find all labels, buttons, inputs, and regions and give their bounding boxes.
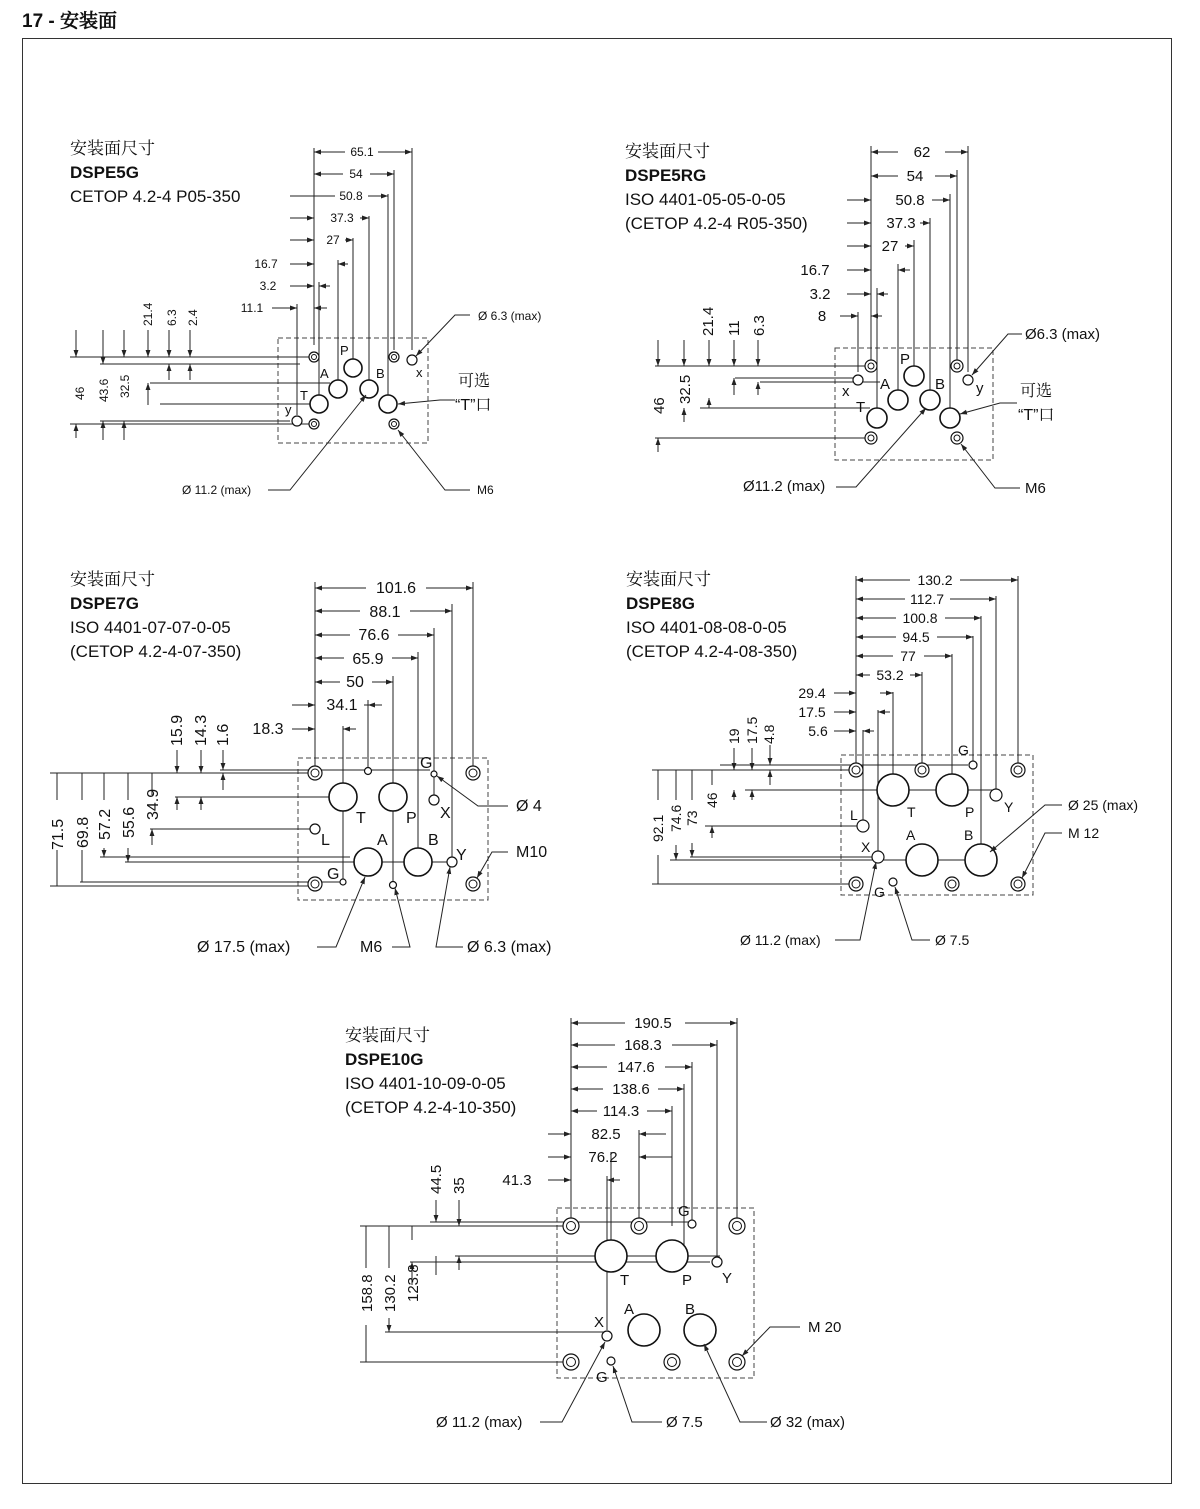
h-dim: 168.3 — [624, 1037, 662, 1054]
port-label-p: P — [900, 351, 911, 368]
standard-cetop: (CETOP 4.2-4-08-350) — [626, 642, 798, 661]
v-dim: 44.5 — [428, 1164, 445, 1194]
h-dim: 11.1 — [240, 301, 264, 315]
h-dim: 29.4 — [798, 685, 826, 701]
callout-pilot-diameter: Ø 11.2 (max) — [436, 1414, 523, 1431]
v-dim: 34.9 — [145, 788, 162, 820]
m10-hole — [308, 766, 322, 780]
v-dim: 92.1 — [650, 814, 666, 842]
h-dim: 37.3 — [330, 211, 354, 225]
m20-hole — [729, 1218, 745, 1234]
h-dim: 101.6 — [375, 580, 417, 597]
callout-g-diameter: Ø 7.5 — [935, 932, 970, 948]
port-label-y: y — [285, 402, 292, 417]
callout-m6: M6 — [360, 939, 383, 956]
port-label-t: T — [620, 1272, 630, 1289]
port-label-b: B — [376, 366, 385, 381]
h-dim: 37.3 — [886, 215, 916, 232]
port-g — [607, 1357, 615, 1365]
callout-pilot-diameter: Ø 11.2 (max) — [740, 932, 821, 948]
h-dim: 16.7 — [254, 257, 278, 271]
v-dim: 11 — [726, 320, 743, 336]
v-dim: 15.9 — [169, 714, 186, 746]
h-dim: 65.9 — [352, 651, 384, 668]
callout-main-diameter: Ø 25 (max) — [1068, 797, 1139, 813]
port-y — [292, 416, 302, 426]
port-t — [877, 774, 909, 806]
port-t-optional — [940, 408, 960, 428]
m12-hole — [915, 763, 929, 777]
standard: ISO 4401-10-09-0-05 — [345, 1074, 506, 1093]
dspe10g-drawing — [359, 1015, 845, 1431]
m6-hole — [309, 419, 319, 429]
m6-hole — [309, 352, 319, 362]
port-label-a: A — [377, 832, 388, 849]
port-b — [404, 848, 432, 876]
optional-t-port: “T”口 — [455, 397, 492, 414]
v-dim: 6.3 — [165, 309, 179, 326]
optional-t-port: “T”口 — [1018, 407, 1055, 424]
callout-pilot-diameter: Ø6.3 (max) — [1025, 326, 1101, 343]
port-y — [963, 375, 973, 385]
h-dim: 3.2 — [809, 286, 831, 303]
h-dim: 3.2 — [259, 279, 277, 293]
spec-label: 安装面尺寸 — [626, 570, 711, 589]
v-dim: 73 — [684, 810, 700, 826]
dspe5g-drawing — [70, 145, 541, 497]
h-dim: 54 — [906, 168, 924, 185]
port-label-b: B — [428, 832, 439, 849]
h-dim: 100.8 — [902, 610, 938, 626]
port-label-y: Y — [456, 847, 467, 864]
callout-main-diameter: Ø 17.5 (max) — [197, 939, 291, 956]
dspe7g-drawing — [50, 580, 551, 956]
port-a — [888, 390, 908, 410]
m6-hole — [365, 768, 372, 775]
v-dim: 158.8 — [359, 1274, 376, 1312]
m20-hole — [631, 1218, 647, 1234]
port-label-g: G — [596, 1369, 608, 1386]
port-label-x: X — [440, 805, 451, 822]
port-b — [684, 1314, 716, 1346]
model-name: DSPE10G — [345, 1050, 424, 1069]
h-dim: 77 — [900, 648, 916, 664]
h-dim: 16.7 — [800, 262, 830, 279]
v-dim: 69.8 — [75, 816, 92, 848]
port-t — [310, 395, 328, 413]
port-g — [340, 879, 346, 885]
port-label-g: G — [874, 884, 885, 900]
h-dim: 62 — [913, 144, 931, 161]
port-label-g: G — [958, 742, 969, 758]
h-dim: 114.3 — [602, 1103, 640, 1120]
port-label-p: P — [406, 810, 417, 827]
standard: CETOP 4.2-4 P05-350 — [70, 187, 241, 206]
dspe8g-drawing — [650, 572, 1138, 948]
callout-thread: M6 — [477, 483, 494, 497]
m6-hole — [951, 360, 963, 372]
dspe5rg-drawing — [651, 144, 1100, 497]
port-a — [329, 380, 347, 398]
v-dim: 21.4 — [141, 302, 155, 326]
v-dim: 14.3 — [193, 714, 210, 746]
v-dim: 43.6 — [97, 378, 111, 402]
v-dim: 17.5 — [744, 716, 760, 744]
optional-t-label: 可选 — [1020, 383, 1053, 400]
callout-pilot-diameter: Ø 6.3 (max) — [467, 939, 552, 956]
port-label-l: L — [321, 832, 330, 849]
mounting-outline — [841, 755, 1033, 895]
v-dim: 55.6 — [121, 806, 138, 838]
m20-hole — [563, 1218, 579, 1234]
v-dim: 35 — [451, 1177, 468, 1194]
h-dim: 41.3 — [502, 1172, 532, 1189]
port-b — [965, 844, 997, 876]
v-dim: 19 — [726, 728, 742, 744]
v-dim: 46 — [704, 792, 720, 808]
h-dim: 5.6 — [808, 723, 828, 739]
callout-thread: M 12 — [1068, 825, 1100, 841]
port-label-p: P — [682, 1272, 693, 1289]
standard-cetop: (CETOP 4.2-4-10-350) — [345, 1098, 517, 1117]
standard: ISO 4401-05-05-0-05 — [625, 190, 786, 209]
callout-main-diameter: Ø 11.2 (max) — [182, 483, 252, 497]
h-dim: 8 — [817, 308, 827, 325]
v-dim: 57.2 — [97, 808, 114, 840]
h-dim: 53.2 — [876, 667, 904, 683]
h-dim: 88.1 — [369, 604, 401, 621]
h-dim: 50 — [346, 674, 364, 691]
h-dim: 50.8 — [339, 189, 363, 203]
m6-hole — [389, 419, 399, 429]
m12-hole — [849, 877, 863, 891]
port-p — [344, 359, 362, 377]
model-name: DSPE7G — [70, 594, 139, 613]
mounting-outline — [557, 1208, 754, 1378]
v-dim: 71.5 — [50, 818, 67, 850]
m6-hole — [390, 882, 397, 889]
m10-hole — [308, 877, 322, 891]
h-dim: 138.6 — [612, 1081, 650, 1098]
port-label-t: T — [300, 388, 308, 403]
port-label-y: y — [976, 380, 984, 397]
h-dim: 27 — [881, 238, 899, 255]
v-dim: 4.8 — [761, 724, 777, 744]
port-label-g: G — [678, 1203, 690, 1220]
port-x — [602, 1331, 612, 1341]
m12-hole — [1011, 877, 1025, 891]
spec-label: 安装面尺寸 — [345, 1026, 430, 1045]
port-x — [872, 851, 884, 863]
port-a — [354, 848, 382, 876]
port-g — [969, 761, 977, 769]
model-name: DSPE5RG — [625, 166, 707, 185]
port-label-p: P — [340, 343, 349, 358]
port-label-x: x — [416, 365, 423, 380]
port-label-a: A — [624, 1301, 635, 1318]
h-dim: 190.5 — [634, 1015, 672, 1032]
callout-g-diameter: Ø 7.5 — [666, 1414, 703, 1431]
model-name: DSPE8G — [626, 594, 695, 613]
h-dim: 65.1 — [350, 145, 374, 159]
port-label-t: T — [356, 810, 366, 827]
callout-thread: M6 — [1025, 480, 1046, 497]
m6-hole — [951, 432, 963, 444]
h-dim: 82.5 — [591, 1126, 621, 1143]
v-dim: 74.6 — [668, 804, 684, 832]
port-l — [310, 824, 320, 834]
standard-cetop: (CETOP 4.2-4 R05-350) — [625, 214, 808, 233]
port-label-a: A — [906, 827, 916, 843]
port-label-t: T — [856, 399, 866, 416]
v-dim: 32.5 — [677, 374, 694, 404]
h-dim: 34.1 — [326, 697, 358, 714]
port-label-g: G — [327, 866, 340, 883]
v-dim: 130.2 — [382, 1274, 399, 1312]
port-label-a: A — [880, 376, 891, 393]
m6-hole — [865, 360, 877, 372]
port-p — [936, 774, 968, 806]
port-label-y: Y — [722, 1270, 733, 1287]
spec-label: 安装面尺寸 — [70, 139, 155, 158]
port-t — [867, 408, 887, 428]
port-label-b: B — [935, 376, 946, 393]
v-dim: 6.3 — [751, 315, 768, 336]
port-label-g: G — [420, 755, 433, 772]
port-b — [920, 390, 940, 410]
optional-t-label: 可选 — [458, 373, 491, 390]
v-dim: 123.8 — [405, 1264, 422, 1302]
spec-label: 安装面尺寸 — [70, 570, 155, 589]
port-p — [904, 366, 924, 386]
m6-hole — [865, 432, 877, 444]
callout-main-diameter: Ø 32 (max) — [770, 1414, 846, 1431]
h-dim: 147.6 — [617, 1059, 655, 1076]
port-p — [656, 1240, 688, 1272]
port-label-l: L — [850, 807, 858, 823]
port-label-p: P — [965, 804, 975, 820]
callout-thread: M 20 — [808, 1319, 842, 1336]
v-dim: 21.4 — [700, 306, 717, 336]
model-name: DSPE5G — [70, 163, 139, 182]
v-dim: 46 — [651, 397, 668, 414]
callout-pilot-diameter: Ø 6.3 (max) — [478, 309, 542, 323]
port-p — [379, 783, 407, 811]
port-label-y: Y — [1004, 799, 1014, 815]
m20-hole — [729, 1354, 745, 1370]
port-label-x: X — [861, 839, 871, 855]
h-dim: 54 — [349, 167, 363, 181]
port-x — [429, 795, 439, 805]
port-t — [595, 1240, 627, 1272]
h-dim: 17.5 — [798, 704, 826, 720]
standard-cetop: (CETOP 4.2-4-07-350) — [70, 642, 242, 661]
port-y — [990, 789, 1002, 801]
h-dim: 112.7 — [910, 591, 944, 607]
port-label-b: B — [964, 827, 974, 843]
v-dim: 2.4 — [186, 309, 200, 326]
h-dim: 94.5 — [902, 629, 930, 645]
port-b — [360, 380, 378, 398]
v-dim: 46 — [73, 386, 87, 400]
port-label-x: X — [594, 1314, 605, 1331]
port-x — [853, 375, 863, 385]
port-label-t: T — [907, 804, 916, 820]
port-g — [688, 1220, 696, 1228]
h-dim: 76.2 — [588, 1149, 618, 1166]
h-dim: 18.3 — [252, 721, 284, 738]
standard: ISO 4401-07-07-0-05 — [70, 618, 231, 637]
m12-hole — [1011, 763, 1025, 777]
standard: ISO 4401-08-08-0-05 — [626, 618, 787, 637]
page-title: 17 - 安装面 — [22, 11, 118, 32]
port-l — [857, 820, 869, 832]
m20-hole — [664, 1354, 680, 1370]
v-dim: 32.5 — [118, 374, 132, 398]
port-a — [906, 844, 938, 876]
callout-g-diameter: Ø 4 — [516, 798, 542, 815]
h-dim: 130.2 — [917, 572, 953, 588]
m12-hole — [945, 877, 959, 891]
m6-hole — [389, 352, 399, 362]
port-label-x: x — [842, 383, 850, 400]
m20-hole — [563, 1354, 579, 1370]
h-dim: 76.6 — [358, 627, 390, 644]
callout-thread: M10 — [516, 844, 548, 861]
port-g — [889, 878, 897, 886]
port-t — [329, 783, 357, 811]
spec-label: 安装面尺寸 — [625, 142, 710, 161]
h-dim: 27 — [326, 233, 340, 247]
h-dim: 50.8 — [895, 192, 925, 209]
port-y — [712, 1257, 722, 1267]
port-label-b: B — [685, 1301, 696, 1318]
port-a — [628, 1314, 660, 1346]
port-x — [407, 355, 417, 365]
m12-hole — [849, 763, 863, 777]
callout-main-diameter: Ø11.2 (max) — [743, 478, 826, 495]
m10-hole — [466, 766, 480, 780]
v-dim: 1.6 — [215, 723, 232, 746]
m10-hole — [466, 877, 480, 891]
port-label-a: A — [320, 366, 329, 381]
port-t-optional — [379, 395, 397, 413]
